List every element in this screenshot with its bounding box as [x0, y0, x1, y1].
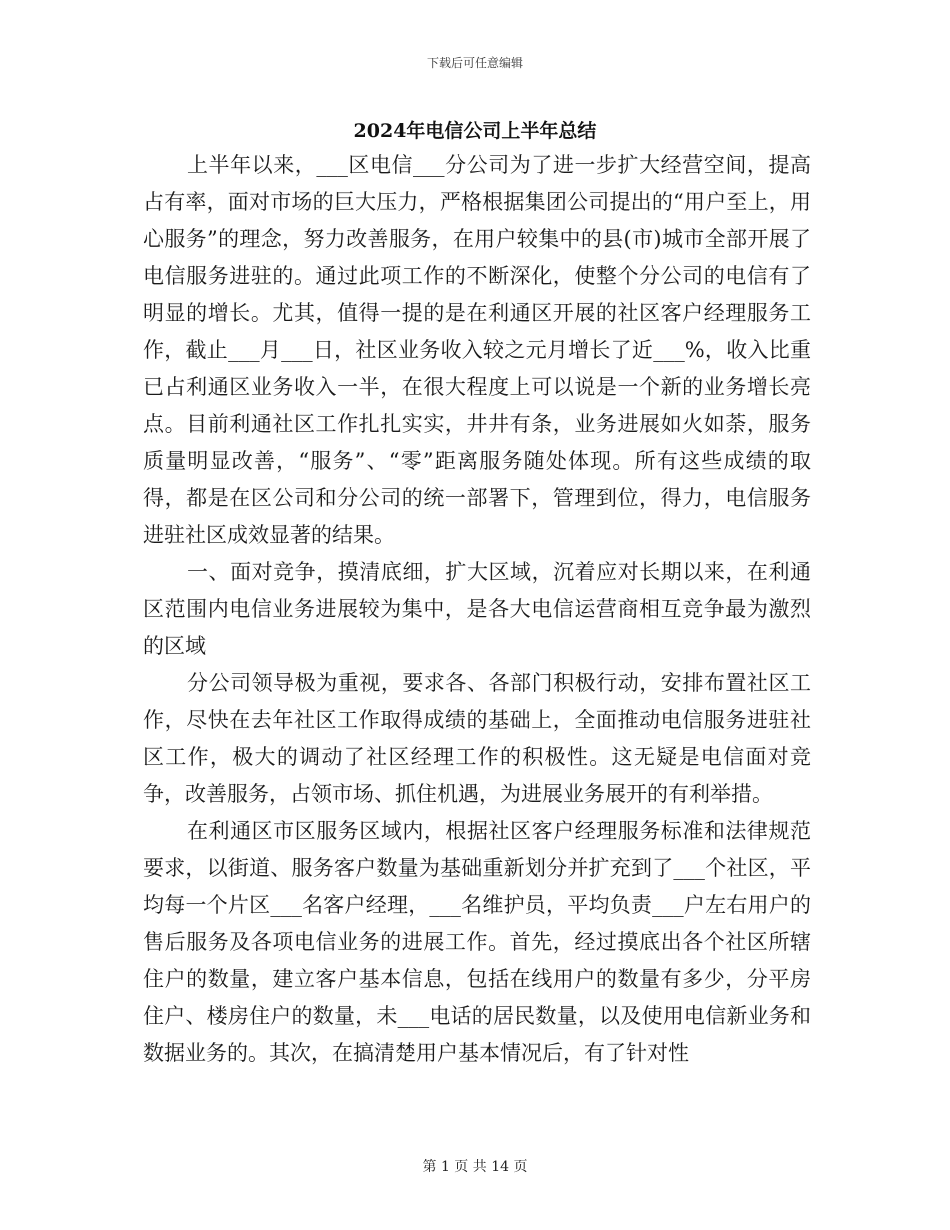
paragraph: 上半年以来，___区电信___分公司为了进一步扩大经营空间，提高占有率，面对市场的巨大压力，严格根据集团公司提出的“用户至上，用心服务”的理念，努力改善服务，在用户较集中的县(市)城市全部开展了电信服务进驻的。通过此项工作的不断深化，使整个分公司的电信有了明显的增长。尤其，值得一提的是在利通区开展的社区客户经理服务工作，截止___月___日，社区业务收入较之元月增长了近___%，收入比重已占利通区业务收入一半，在很大程度上可以说是一个新的业务增长亮点。目前利通社区工作扎扎实实，井井有条，业务进展如火如荼，服务质量明显改善，“服务”、“零”距离服务随处体现。所有这些成绩的取得，都是在区公司和分公司的统一部署下，管理到位，得力，电信服务进驻社区成效显著的结果。	[143, 153, 811, 547]
paragraph: 在利通区市区服务区域内，根据社区客户经理服务标准和法律规范要求，以街道、服务客户数量为基础重新划分并扩充到了___个社区，平均每一个片区___名客户经理，___名维护员，平均负责___户左右用户的售后服务及各项电信业务的进展工作。首先，经过摸底出各个社区所辖住户的数量，建立客户基本信息，包括在线用户的数量有多少，分平房住户、楼房住户的数量，未___电话的居民数量，以及使用电信新业务和数据业务的。其次，在搞清楚用户基本情况后，有了针对性	[143, 819, 811, 1065]
paragraph: 分公司领导极为重视，要求各、各部门积极行动，安排布置社区工作，尽快在去年社区工作取得成绩的基础上，全面推动电信服务进驻社区工作，极大的调动了社区经理工作的积极性。这无疑是电信面对竞争，改善服务，占领市场、抓住机遇，为进展业务展开的有利举措。	[143, 671, 811, 806]
document-title: 2024年电信公司上半年总结	[353, 120, 597, 142]
paragraph: 一、面对竞争，摸清底细，扩大区域，沉着应对长期以来，在利通区范围内电信业务进展较为集中，是各大电信运营商相互竞争最为激烈的区域	[143, 560, 811, 658]
page-number: 第 1 页 共 14 页	[422, 1159, 528, 1175]
page-header-note: 下载后可任意编辑	[426, 56, 523, 70]
document-body	[143, 147, 811, 1072]
